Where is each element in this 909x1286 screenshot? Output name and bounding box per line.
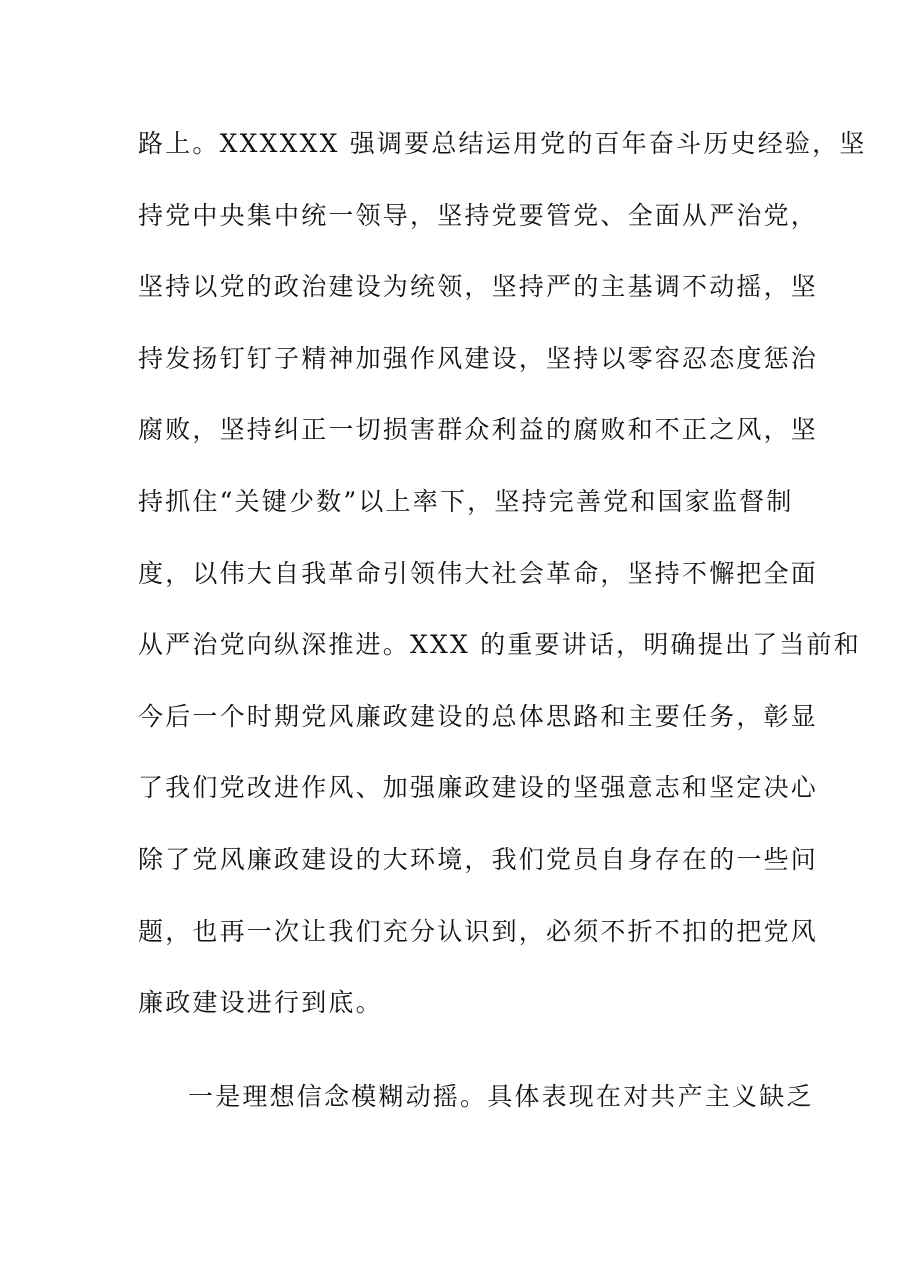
text-line: 腐败，坚持纠正一切损害群众利益的腐败和不正之风，坚: [138, 415, 819, 445]
text-line: 度，以伟大自我革命引领伟大社会革命，坚持不懈把全面: [138, 558, 819, 588]
text-line: 题，也再一次让我们充分认识到，必须不折不扣的把党风: [138, 916, 819, 946]
text-line: 路上。XXXXXX 强调要总结运用党的百年奋斗历史经验，坚: [138, 129, 867, 158]
text-line: 从严治党向纵深推进。XXX 的重要讲话，明确提出了当前和: [138, 630, 861, 660]
text-line: 今后一个时期党风廉政建设的总体思路和主要任务，彰显: [138, 701, 819, 731]
text-line: 除了党风廉政建设的大环境，我们党员自身存在的一些问: [138, 844, 819, 874]
text-line: 持抓住“关键少数”以上率下，坚持完善党和国家监督制: [138, 486, 794, 516]
text-line: 持发扬钉钉子精神加强作风建设，坚持以零容忍态度惩治: [138, 343, 819, 373]
text-line: 了我们党改进作风、加强廉政建设的坚强意志和坚定决心: [138, 773, 819, 803]
body-paragraph-2: [138, 1061, 814, 1133]
text-line: 持党中央集中统一领导，坚持党要管党、全面从严治党，: [138, 200, 819, 230]
text-line: 坚持以党的政治建设为统领，坚持严的主基调不动摇，坚: [138, 272, 819, 302]
body-paragraph-1: [138, 108, 867, 1039]
text-line: 廉政建设进行到底。: [138, 988, 383, 1018]
text-line: 一是理想信念模糊动摇。具体表现在对共产主义缺乏: [188, 1082, 814, 1111]
